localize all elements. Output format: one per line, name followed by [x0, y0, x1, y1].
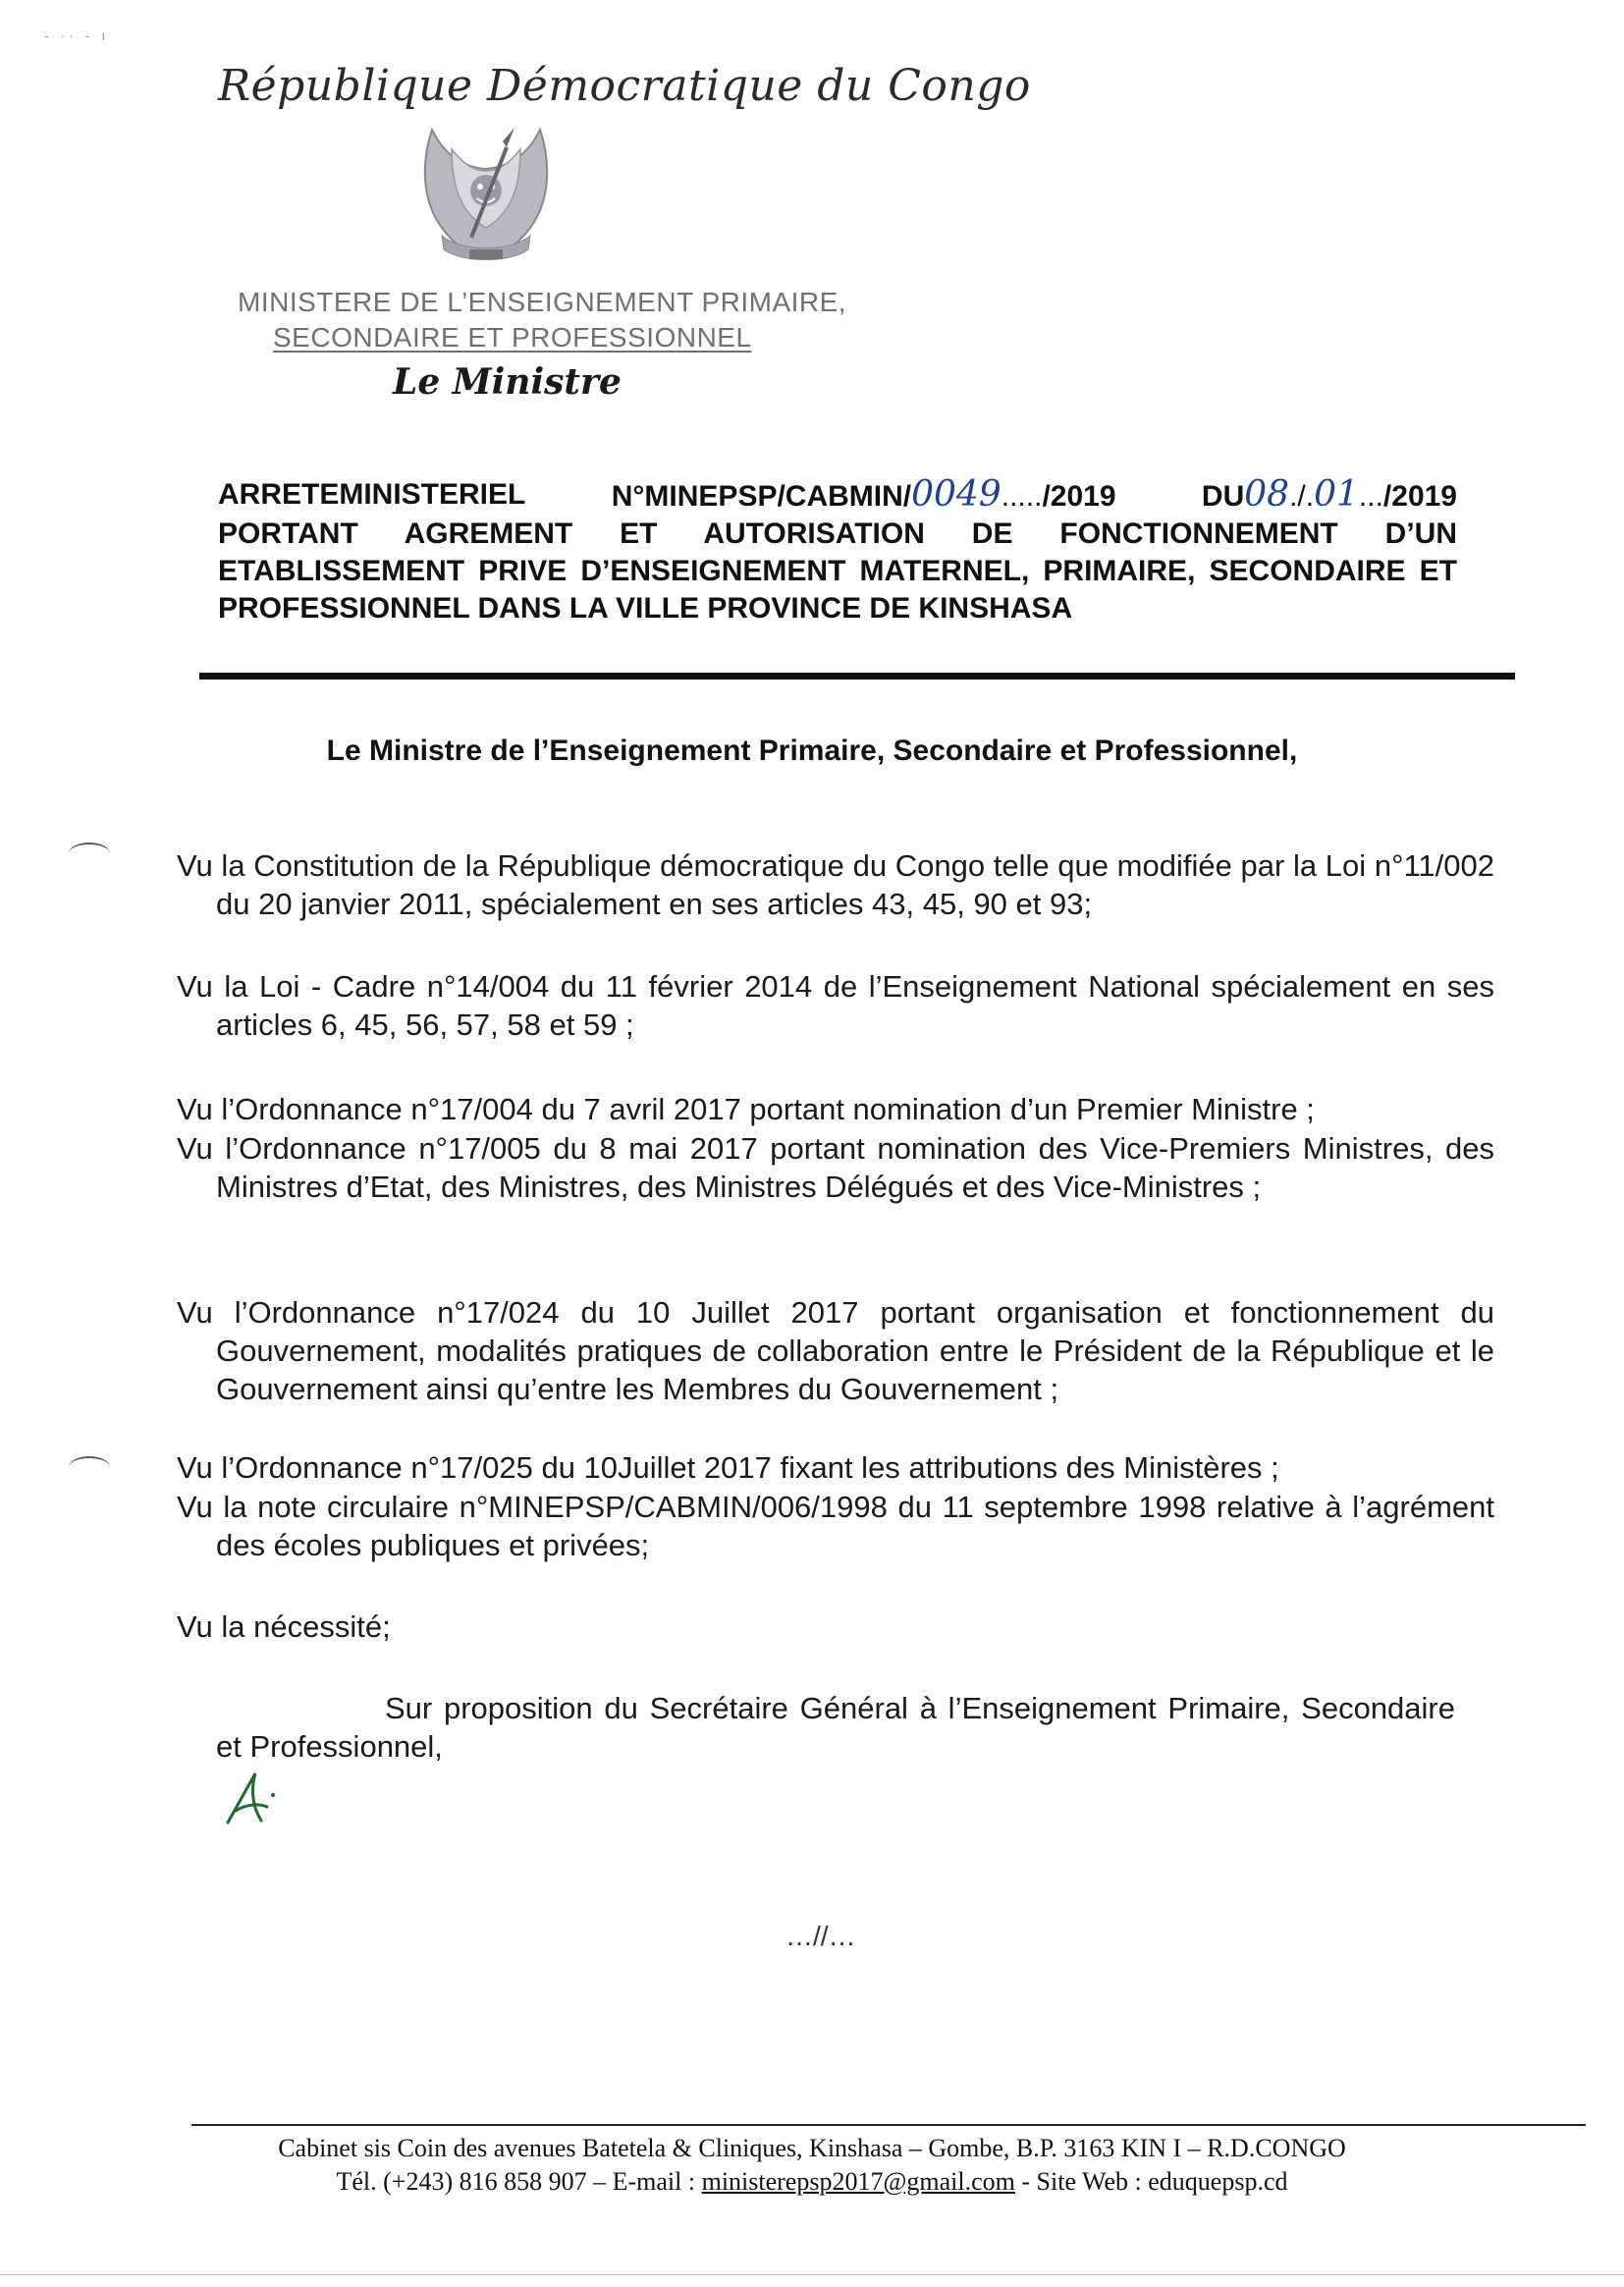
handwritten-initial-icon: [222, 1766, 285, 1828]
scan-artifact: - ·· - ı: [44, 27, 110, 43]
proposal-paragraph: Sur proposition du Secrétaire Général à l’Enseignement Primaire, Secondaire et Professionnel,: [216, 1691, 1455, 1764]
ministry-name-line1: MINISTERE DE L’ENSEIGNEMENT PRIMAIRE,: [238, 287, 847, 317]
date-separator: ./.: [1289, 480, 1315, 513]
footer-email-link[interactable]: ministerepsp2017@gmail.com: [701, 2167, 1015, 2196]
title-divider: [199, 673, 1515, 680]
consideration-note-circulaire: Vu la note circulaire n°MINEPSP/CABMIN/006/1998 du 11 septembre 1998 relative à l’agrément des écoles publiques et privées;: [177, 1490, 1494, 1562]
signatory-title: Le Ministre: [393, 361, 622, 403]
decree-subject: PORTANT AGREMENT ET AUTORISATION DE FONCTIONNEMENT D’UN ETABLISSEMENT PRIVE D’ENSEIGNEMENT MATERNEL, PRIMAIRE, SECONDAIRE ET PROFESSIONNEL DANS LA VILLE PROVINCE DE KINSHASA: [218, 517, 1457, 625]
consideration-necessite: Vu la nécessité;: [177, 1609, 391, 1644]
decree-title: [218, 476, 1457, 627]
consideration-ordonnance-organisation: Vu l’Ordonnance n°17/024 du 10 Juillet 2017 portant organisation et fonctionnement du Gouvernement, modalités pratiques de collaboration entre le Président de la République et le Gouvernement ainsi qu’entre les Membres du Gouvernement ;: [177, 1295, 1494, 1406]
binder-hole-mark: [69, 1456, 110, 1478]
consideration-ordonnance-attributions: Vu l’Ordonnance n°17/025 du 10Juillet 2017 fixant les attributions des Ministères ;: [177, 1450, 1279, 1485]
ministry-name-line2: SECONDAIRE ET PROFESSIONNEL: [273, 322, 752, 353]
reference-year: /2019: [1042, 480, 1116, 513]
date-month-handwritten: 01: [1314, 474, 1359, 515]
footer-divider: [191, 2124, 1586, 2126]
date-prefix: DU: [1201, 480, 1245, 513]
reference-number-handwritten: 0049: [911, 474, 1001, 515]
consideration-constitution: Vu la Constitution de la République démocratique du Congo telle que modifiée par la Loi n°11/002 du 20 janvier 2011, spécialement en ses articles 43, 45, 90 et 93;: [177, 848, 1494, 921]
footer-website: - Site Web : eduquepsp.cd: [1014, 2167, 1288, 2196]
decree-date: [1202, 476, 1457, 516]
date-dots: ...: [1358, 480, 1383, 513]
reference-dots: .....: [1001, 480, 1043, 513]
republic-name: République Démocratique du Congo: [218, 61, 1031, 111]
consideration-ordonnance-premier-ministre: Vu l’Ordonnance n°17/004 du 7 avril 2017 portant nomination d’un Premier Ministre ;: [177, 1092, 1315, 1126]
consideration-loi-cadre: Vu la Loi - Cadre n°14/004 du 11 février 2014 de l’Enseignement National spécialement en ses articles 6, 45, 56, 57, 58 et 59 ;: [177, 969, 1494, 1042]
decree-reference: [612, 476, 1116, 516]
scan-edge-line: [0, 2274, 1624, 2275]
footer-contact: [0, 2167, 1624, 2197]
footer-address: Cabinet sis Coin des avenues Batetela & Cliniques, Kinshasa – Gombe, B.P. 3163 KIN I – R.D.CONGO: [278, 2134, 1346, 2162]
minister-heading: Le Ministre de l’Enseignement Primaire, Secondaire et Professionnel,: [326, 735, 1298, 767]
date-day-handwritten: 08: [1244, 474, 1290, 515]
footer-telephone: Tél. (+243) 816 858 907 – E-mail :: [336, 2167, 702, 2196]
decree-reference-line: [218, 476, 1457, 516]
binder-hole-mark: [69, 843, 110, 864]
decree-label: ARRETEMINISTERIEL: [218, 478, 526, 511]
coat-of-arms-icon: [412, 120, 560, 275]
date-year: /2019: [1382, 480, 1457, 513]
consideration-ordonnance-vice-premiers: Vu l’Ordonnance n°17/005 du 8 mai 2017 portant nomination des Vice-Premiers Ministres, des Ministres d’Etat, des Ministres, des Ministres Délégués et des Vice-Ministres ;: [177, 1131, 1494, 1204]
reference-prefix: N°MINEPSP/CABMIN/: [611, 480, 912, 513]
page-continuation-mark: …//…: [785, 1921, 856, 1951]
